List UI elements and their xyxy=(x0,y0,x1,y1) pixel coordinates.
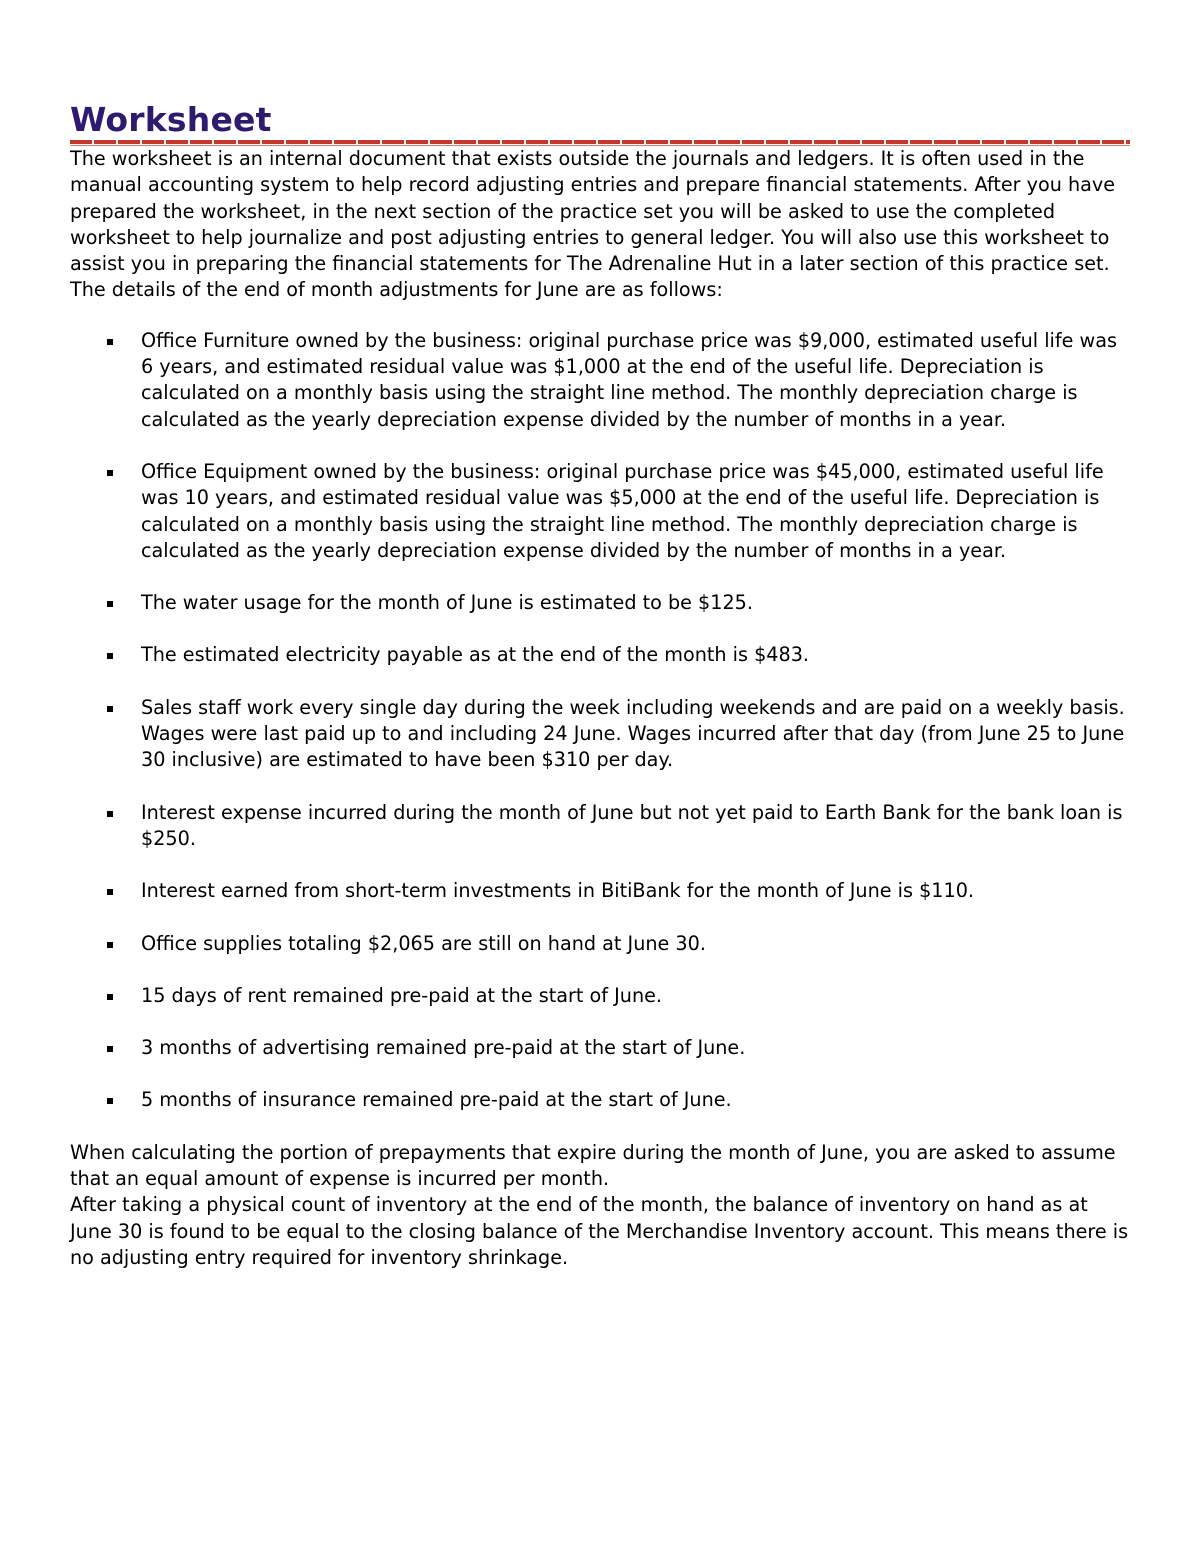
list-item-text: Sales staff work every single day during the week including weekends and are paid on a weekly basis. Wages were last paid up to and including 24 June. Wages incurred after that day (from June 25 to June 30 inclusive) are estimated to have been $310 per day. xyxy=(141,695,1125,772)
list-item-text: 15 days of rent remained pre-paid at the start of June. xyxy=(141,983,663,1007)
prepayment-paragraph: When calculating the portion of prepayments that expire during the month of June, you are asked to assume that an equal amount of expense is incurred per month. xyxy=(70,1140,1116,1191)
bullet-icon xyxy=(107,942,113,948)
document-page xyxy=(70,100,1135,1271)
lead-paragraph: The details of the end of month adjustments for June are as follows: xyxy=(70,278,723,302)
inventory-paragraph: After taking a physical count of inventory at the end of the month, the balance of inventory on hand as at June 30 is found to be equal to the closing balance of the Merchandise Inventory account. This means there is no adjusting entry required for inventory shrinkage. xyxy=(70,1193,1129,1269)
list-item xyxy=(70,695,1135,774)
list-item xyxy=(70,328,1135,433)
title-underline xyxy=(70,140,1130,144)
bullet-icon xyxy=(107,1046,113,1052)
bullet-icon xyxy=(107,653,113,659)
list-item xyxy=(70,590,1135,616)
bullet-icon xyxy=(107,811,113,817)
list-item-text: Interest expense incurred during the month of June but not yet paid to Earth Bank for the bank loan is $250. xyxy=(141,800,1123,850)
list-item-text: The estimated electricity payable as at the end of the month is $483. xyxy=(141,643,810,667)
list-item-text: 3 months of advertising remained pre-paid at the start of June. xyxy=(141,1036,746,1060)
list-item xyxy=(70,1087,1135,1113)
list-item-text: The water usage for the month of June is estimated to be $125. xyxy=(141,591,753,615)
list-item xyxy=(70,983,1135,1009)
list-item-text: 5 months of insurance remained pre-paid at the start of June. xyxy=(141,1088,732,1112)
page-title: Worksheet xyxy=(70,100,272,139)
bullet-icon xyxy=(107,470,113,476)
list-item xyxy=(70,459,1135,564)
list-item xyxy=(70,642,1135,668)
list-item xyxy=(70,931,1135,957)
bullet-icon xyxy=(107,706,113,712)
list-item-text: Interest earned from short-term investments in BitiBank for the month of June is $110. xyxy=(141,879,975,903)
bullet-icon xyxy=(107,889,113,895)
list-item-text: Office supplies totaling $2,065 are still on hand at June 30. xyxy=(141,931,706,955)
intro-paragraph: The worksheet is an internal document that exists outside the journals and ledgers. It is often used in the manual accounting system to help record adjusting entries and prepare financial statements. After you have prepared the worksheet, in the next section of the practice set you will be asked to use the completed worksheet to help journalize and post adjusting entries to general ledger. You will also use this worksheet to assist you in preparing the financial statements for The Adrenaline Hut in a later section of this practice set. xyxy=(70,147,1116,276)
bullet-icon xyxy=(107,1098,113,1104)
adjustments-list xyxy=(70,328,1135,1114)
bullet-icon xyxy=(107,994,113,1000)
list-item xyxy=(70,800,1135,853)
bullet-icon xyxy=(107,339,113,345)
list-item-text: Office Equipment owned by the business: original purchase price was $45,000, estimated useful life was 10 years, and estimated residual value was $5,000 at the end of the useful life. Depreciation is calculated on a monthly basis using the straight line method. The monthly depreciation charge is calculated as the yearly depreciation expense divided by the number of months in a year. xyxy=(141,459,1104,562)
list-item xyxy=(70,878,1135,904)
list-item-text: Office Furniture owned by the business: original purchase price was $9,000, estimated useful life was 6 years, and estimated residual value was $1,000 at the end of the useful life. Depreciation is calculated on a monthly basis using the straight line method. The monthly depreciation charge is calculated as the yearly depreciation expense divided by the number of months in a year. xyxy=(141,328,1117,431)
bullet-icon xyxy=(107,601,113,607)
list-item xyxy=(70,1035,1135,1061)
